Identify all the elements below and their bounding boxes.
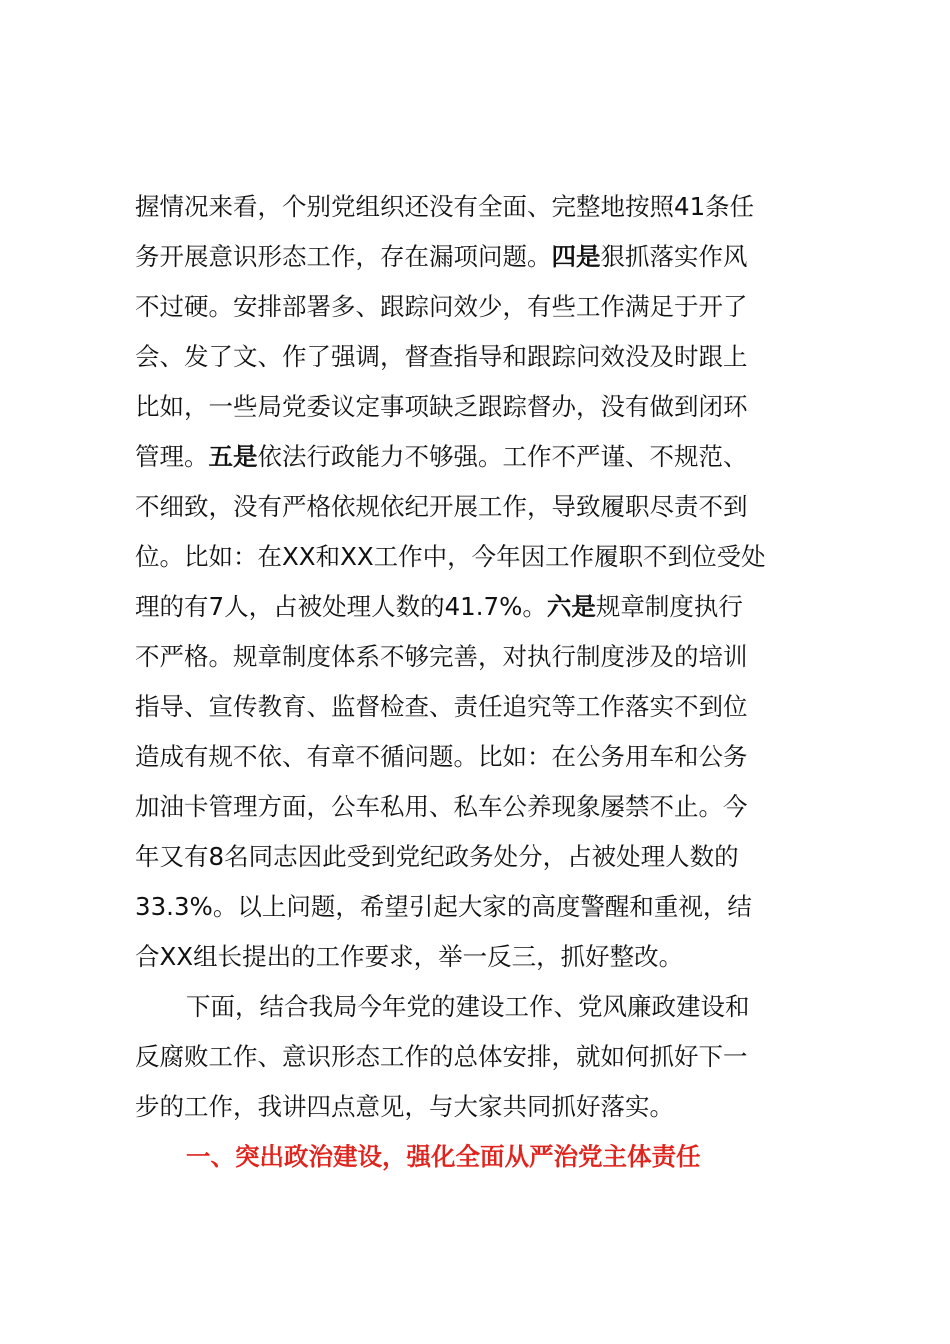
text-run: 指导、宣传教育、监督检查、责任追究等工作落实不到位 <box>135 692 748 721</box>
paragraph-first-line <box>186 990 750 1024</box>
text-run: 会、发了文、作了强调，督查指导和跟踪问效没及时跟上 <box>135 342 748 371</box>
text-run: 不严格。规章制度体系不够完善，对执行制度涉及的培训 <box>135 642 748 671</box>
body-line <box>135 290 748 324</box>
text-run: 依法行政能力不够强。工作不严谨、不规范、 <box>257 442 748 471</box>
text-run: 下面，结合我局今年党的建设工作、党风廉政建设和 <box>186 992 750 1021</box>
body-line <box>135 940 683 974</box>
body-line <box>135 340 748 374</box>
body-line <box>135 590 743 624</box>
text-run: 不细致，没有严格依规依纪开展工作，导致履职尽责不到 <box>135 492 748 521</box>
text-run: 不过硬。安排部署多、跟踪问效少，有些工作满足于开了 <box>135 292 748 321</box>
bold-marker: 五是 <box>208 442 258 471</box>
body-line <box>135 190 754 224</box>
text-run: 位。比如：在XX和XX工作中，今年因工作履职不到位受处 <box>135 542 766 571</box>
text-run: 反腐败工作、意识形态工作的总体安排，就如何抓好下一 <box>135 1042 748 1071</box>
text-run: 管理。 <box>135 442 209 471</box>
text-run: 理的有7人，占被处理人数的41.7%。 <box>135 592 547 621</box>
section-heading: 一、突出政治建设，强化全面从严治党主体责任 <box>186 1142 701 1171</box>
body-line <box>135 540 766 574</box>
body-line <box>135 240 748 274</box>
body-line <box>135 840 739 874</box>
body-line <box>135 440 748 474</box>
body-line <box>135 690 748 724</box>
text-run: 加油卡管理方面，公车私用、私车公养现象屡禁不止。今 <box>135 792 748 821</box>
text-run: 合XX组长提出的工作要求，举一反三，抓好整改。 <box>135 942 684 971</box>
body-line <box>135 1090 674 1124</box>
text-run: 造成有规不依、有章不循问题。比如：在公务用车和公务 <box>135 742 748 771</box>
text-run: 比如，一些局党委议定事项缺乏跟踪督办，没有做到闭环 <box>135 392 748 421</box>
body-line <box>135 640 748 674</box>
body-line <box>135 740 748 774</box>
text-run: 握情况来看，个别党组织还没有全面、完整地按照41条任 <box>135 192 755 221</box>
body-line <box>135 390 748 424</box>
body-line <box>135 490 748 524</box>
bold-marker: 六是 <box>546 592 596 621</box>
text-run: 33.3%。以上问题，希望引起大家的高度警醒和重视，结 <box>135 892 752 921</box>
body-line <box>135 890 752 924</box>
text-run: 狠抓落实作风 <box>600 242 748 271</box>
body-line <box>135 1040 748 1074</box>
text-run: 步的工作，我讲四点意见，与大家共同抓好落实。 <box>135 1092 674 1121</box>
bold-marker: 四是 <box>551 242 601 271</box>
body-line <box>135 790 748 824</box>
text-run: 务开展意识形态工作，存在漏项问题。 <box>135 242 552 271</box>
text-run: 年又有8名同志因此受到党纪政务处分，占被处理人数的 <box>135 842 739 871</box>
text-run: 规章制度执行 <box>595 592 743 621</box>
